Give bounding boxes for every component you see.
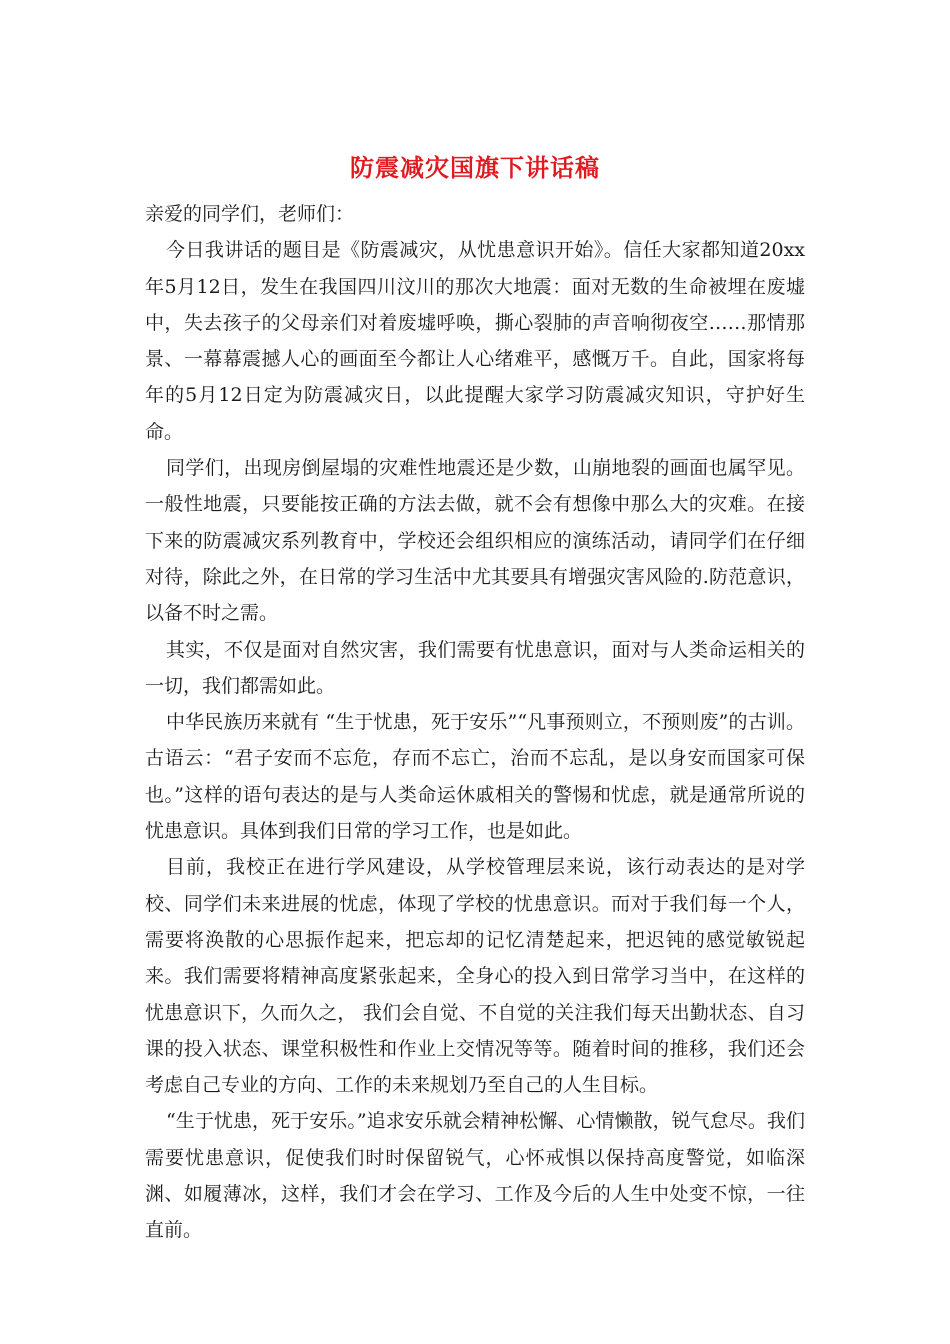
- paragraph-5: 目前，我校正在进行学风建设，从学校管理层来说，该行动表达的是对学校、同学们未来进展的忧虑，体现了学校的忧患意识。而对于我们每一个人，需要将涣散的心思振作起来，把忘却的记忆清楚起来，把迟钝的感觉敏锐起来。我们需要将精神高度紧张起来，全身心的投入到日常学习当中，在这样的忧患意识下，久而久之， 我们会自觉、不自觉的关注我们每天出勤状态、自习课的投入状态、课堂积极性和作业上交情况等等。随着时间的推移，我们还会考虑自己专业的方向、工作的未来规划乃至自己的人生目标。: [145, 856, 805, 1097]
- paragraph-3: 其实，不仅是面对自然灾害，我们需要有忧患意识，面对与人类命运相关的一切，我们都需如此。: [145, 638, 805, 697]
- paragraph-4: 中华民族历来就有 “生于忧患，死于安乐”“凡事预则立，不预则废”的古训。古语云：“君子安而不忘危，存而不忘亡，治而不忘乱，是以身安而国家可保也。”这样的语句表达的是与人类命运休戚相关的警惕和忧虑，就是通常所说的忧患意识。具体到我们日常的学习工作，也是如此。: [145, 711, 805, 843]
- paragraph-1: 今日我讲话的题目是《防震减灾，从忧患意识开始》。信任大家都知道20xx年5月12日，发生在我国四川汶川的那次大地震：面对无数的生命被埋在废墟中，失去孩子的父母亲们对着废墟呼唤，撕心裂肺的声音响彻夜空……那情那景、一幕幕震撼人心的画面至今都让人心绪难平，感慨万千。自此，国家将每年的5月12日定为防震减灾日，以此提醒大家学习防震减灾知识，守护好生命。: [145, 239, 805, 443]
- document-body: [145, 196, 805, 1249]
- paragraph-2: 同学们，出现房倒屋塌的灾难性地震还是少数，山崩地裂的画面也属罕见。一般性地震，只要能按正确的方法去做，就不会有想像中那么大的灾难。在接下来的防震减灾系列教育中，学校还会组织相应的演练活动，请同学们在仔细对待，除此之外，在日常的学习生活中尤其要具有增强灾害风险的.防范意识，以备不时之需。: [145, 457, 805, 625]
- greeting: 亲爱的同学们，老师们：: [145, 203, 355, 225]
- document-title: 防震减灾国旗下讲话稿: [350, 153, 600, 182]
- paragraph-6: “生于忧患，死于安乐。”追求安乐就会精神松懈、心情懒散，锐气怠尽。我们需要忧患意识，促使我们时时保留锐气，心怀戒惧以保持高度警觉，如临深渊、如履薄冰，这样，我们才会在学习、工作及今后的人生中处变不惊，一往直前。: [145, 1110, 805, 1242]
